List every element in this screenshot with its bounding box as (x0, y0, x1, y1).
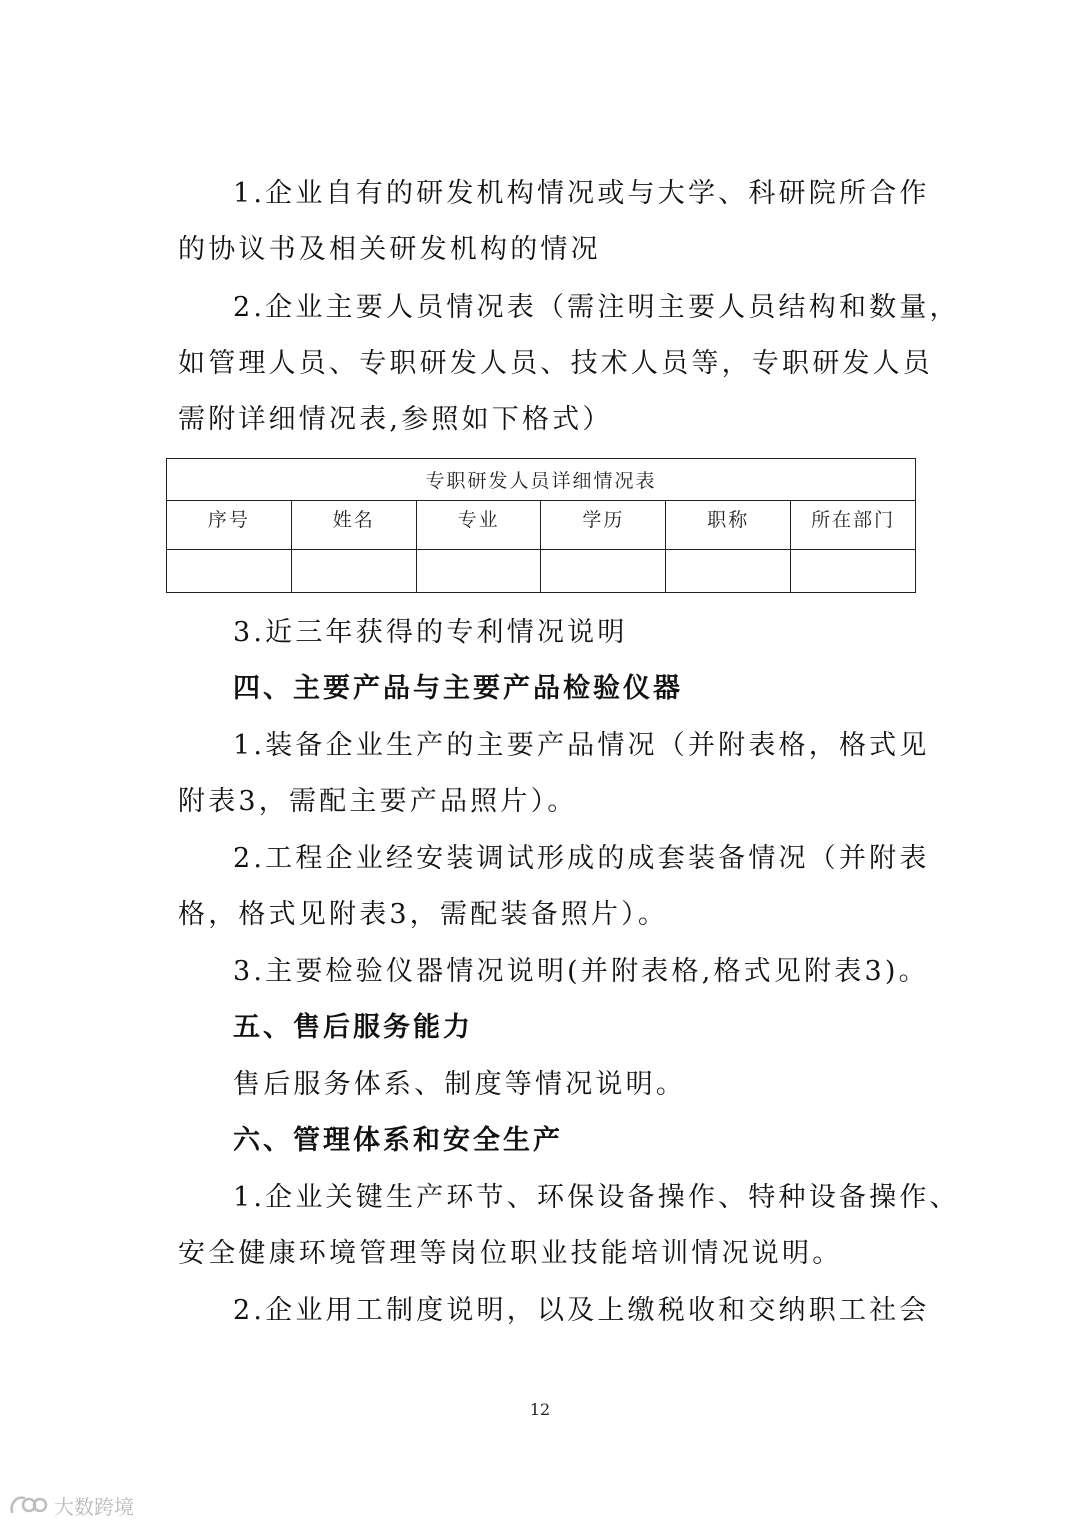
paragraph-1-line-1: 1.企业自有的研发机构情况或与大学、科研院所合作 (233, 178, 930, 209)
table-cell (416, 550, 541, 593)
paragraph-3: 3.近三年获得的专利情况说明 (233, 617, 628, 648)
table-cell (291, 550, 416, 593)
table-row (167, 550, 916, 593)
page-number: 12 (529, 1400, 551, 1419)
watermark-logo-icon (8, 1492, 48, 1518)
paragraph-1-line-2: 的协议书及相关研发机构的情况 (178, 234, 601, 265)
section-4-paragraph-3: 3.主要检验仪器情况说明(并附表格,格式见附表3)。 (233, 956, 929, 987)
column-header-name: 姓名 (291, 501, 416, 550)
section-4-paragraph-1-line-1: 1.装备企业生产的主要产品情况（并附表格，格式见 (233, 730, 930, 761)
section-6-paragraph-1-line-1: 1.企业关键生产环节、环保设备操作、特种设备操作、 (233, 1182, 960, 1213)
section-6-paragraph-1-line-2: 安全健康环境管理等岗位职业技能培训情况说明。 (178, 1238, 843, 1269)
column-header-major: 专业 (416, 501, 541, 550)
section-6-heading: 六、管理体系和安全生产 (233, 1125, 563, 1156)
paragraph-2-line-1: 2.企业主要人员情况表（需注明主要人员结构和数量， (233, 292, 960, 323)
section-4-heading: 四、主要产品与主要产品检验仪器 (233, 673, 683, 704)
paragraph-2-line-3: 需附详细情况表,参照如下格式） (178, 404, 613, 435)
table-caption: 专职研发人员详细情况表 (167, 459, 916, 501)
section-5-heading: 五、售后服务能力 (233, 1012, 473, 1043)
column-header-department: 所在部门 (791, 501, 916, 550)
section-4-paragraph-2-line-1: 2.工程企业经安装调试形成的成套装备情况（并附表 (233, 843, 930, 874)
rd-staff-table (166, 458, 916, 593)
table-cell (541, 550, 666, 593)
table-cell (167, 550, 292, 593)
table-header-row (167, 501, 916, 550)
watermark (8, 1490, 134, 1520)
paragraph-2-line-2: 如管理人员、专职研发人员、技术人员等，专职研发人员 (178, 348, 933, 379)
column-header-education: 学历 (541, 501, 666, 550)
column-header-title: 职称 (666, 501, 791, 550)
section-6-paragraph-2-line-1: 2.企业用工制度说明，以及上缴税收和交纳职工社会 (233, 1295, 930, 1326)
watermark-text: 大数跨境 (54, 1494, 134, 1519)
table-cell (791, 550, 916, 593)
table-cell (666, 550, 791, 593)
section-4-paragraph-1-line-2: 附表3，需配主要产品照片）。 (178, 786, 578, 817)
section-4-paragraph-2-line-2: 格，格式见附表3，需配装备照片）。 (178, 899, 669, 930)
section-5-paragraph-1: 售后服务体系、制度等情况说明。 (233, 1069, 686, 1100)
column-header-index: 序号 (167, 501, 292, 550)
